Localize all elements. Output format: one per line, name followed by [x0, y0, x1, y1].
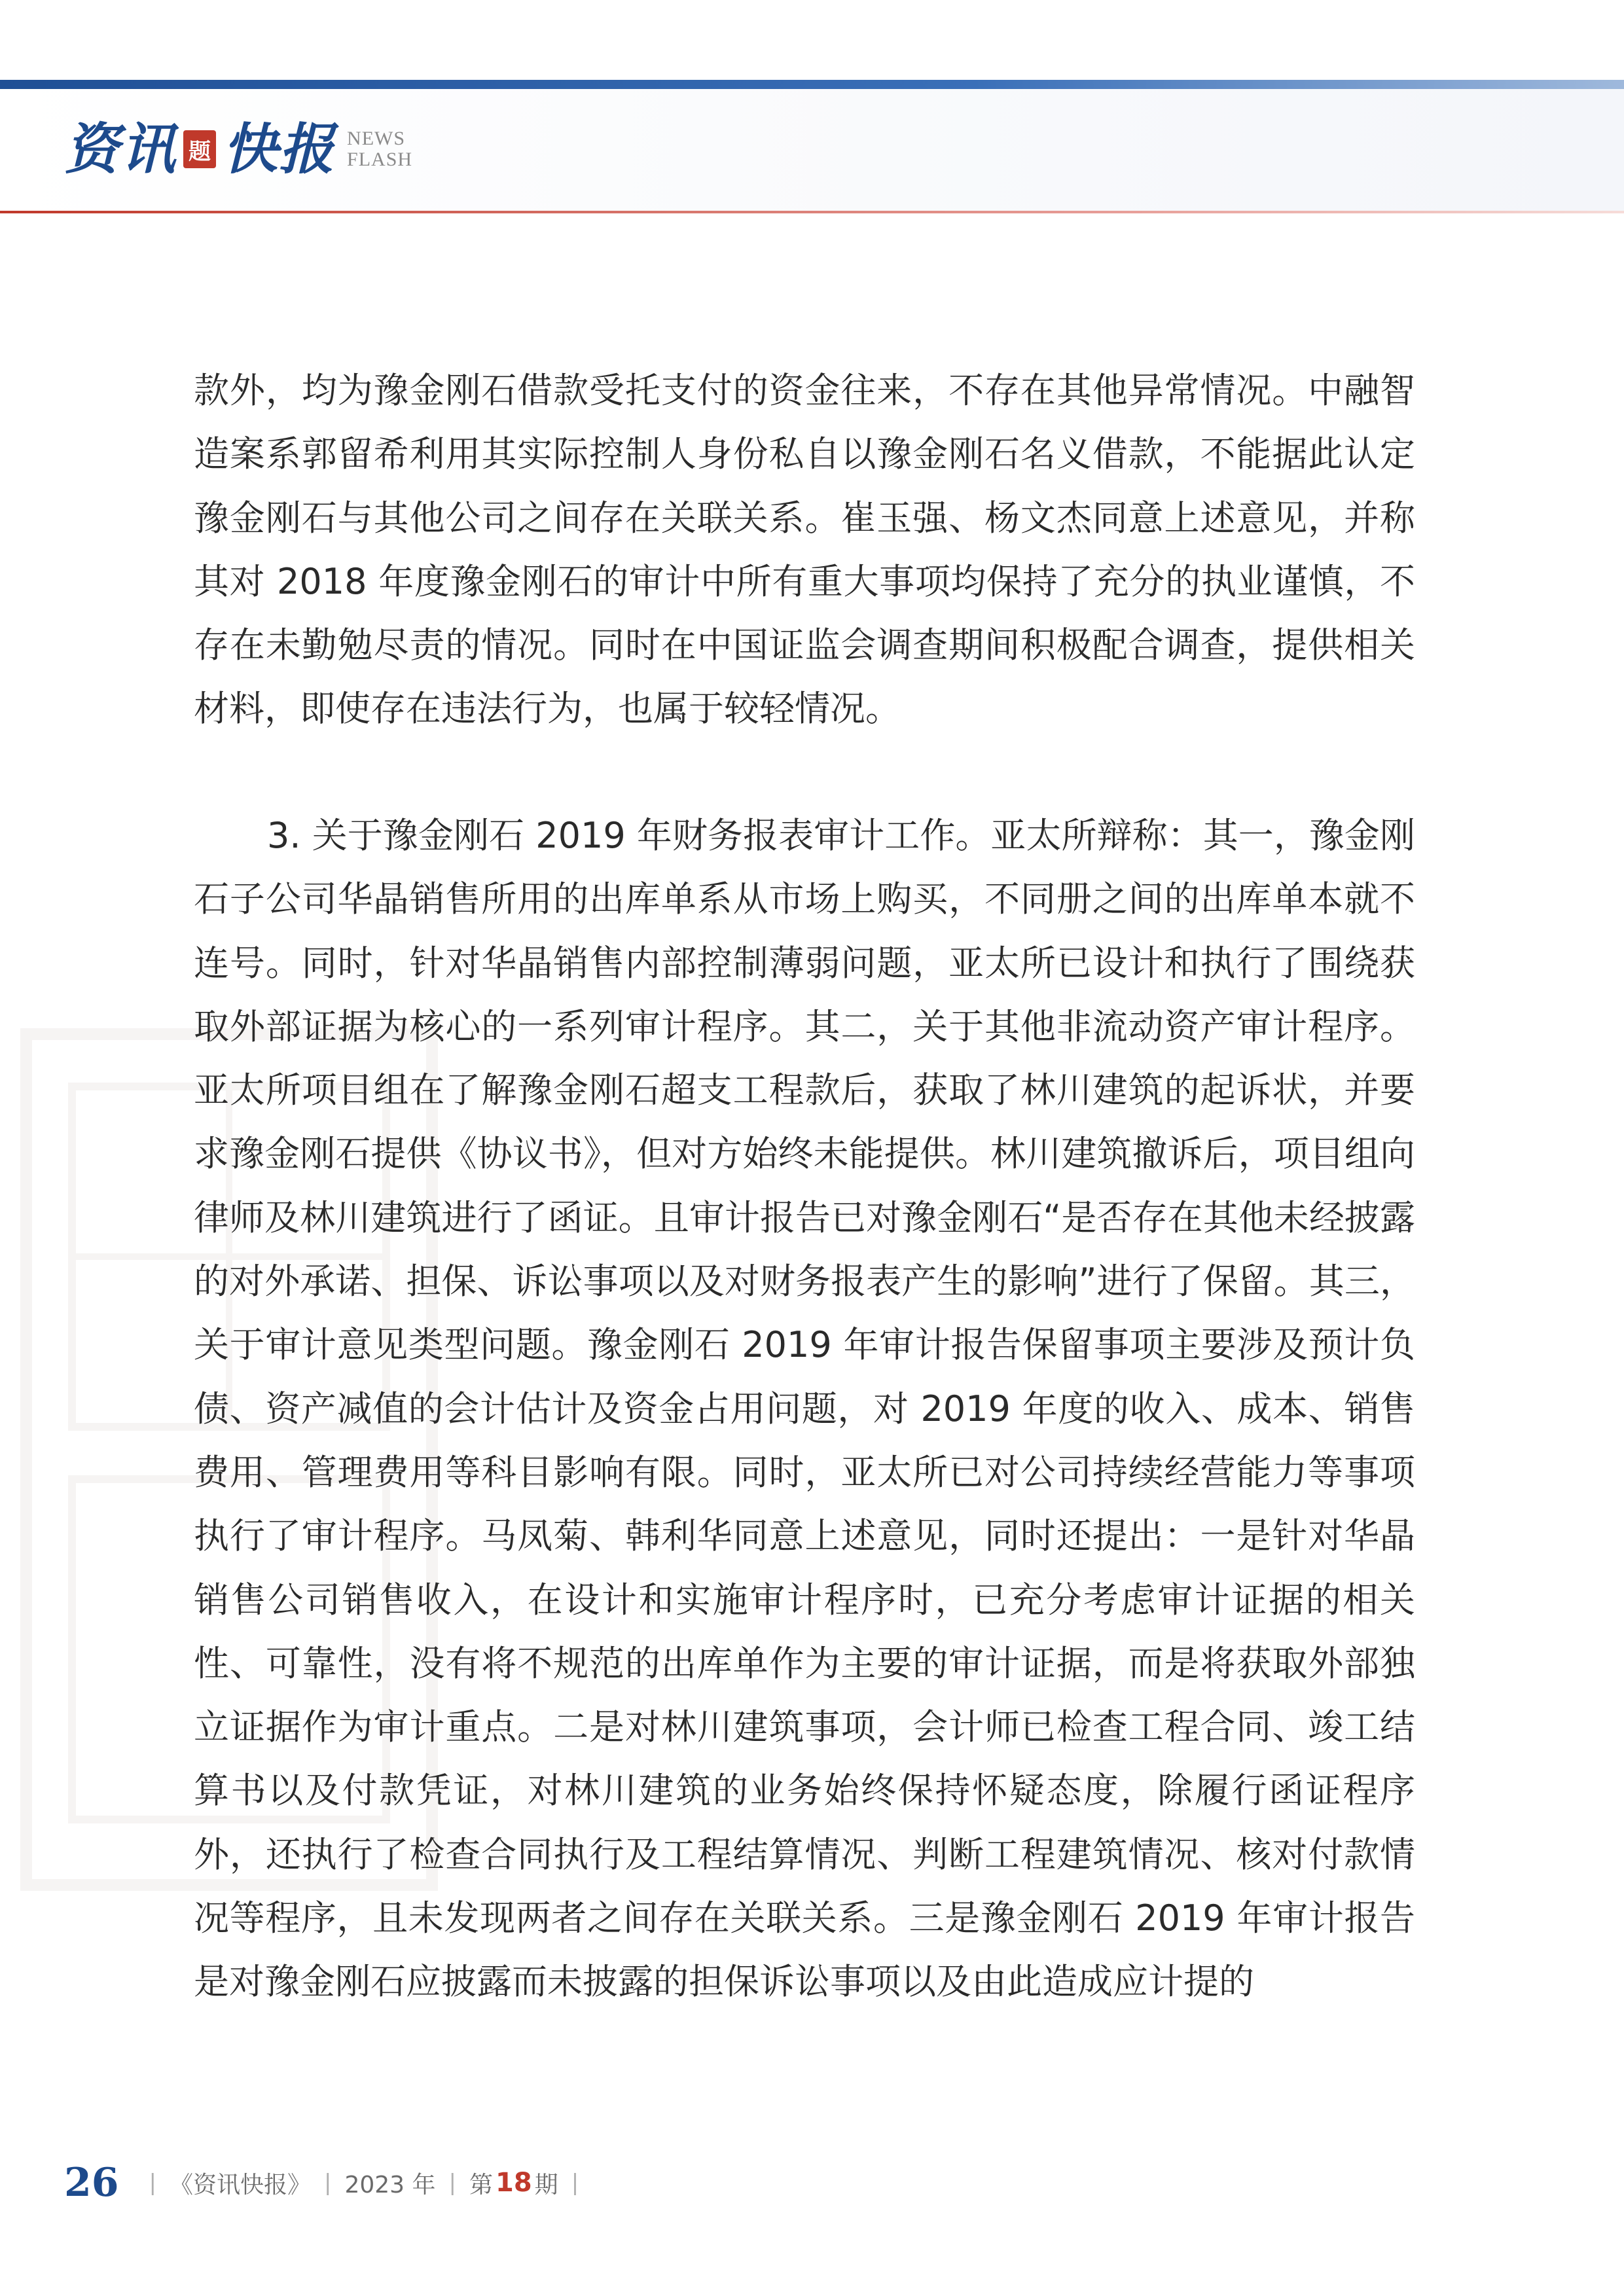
- masthead-title-left: 资讯: [64, 117, 177, 181]
- page-number: 26: [64, 2160, 119, 2206]
- footer-issue-number: 18: [496, 2168, 532, 2198]
- footer-publication: 《资讯快报》: [169, 2171, 311, 2198]
- masthead-seal-icon: 题: [183, 130, 216, 168]
- footer-separator: |: [149, 2170, 156, 2196]
- page-footer: [64, 2160, 592, 2206]
- masthead-title-right: 快报: [223, 117, 336, 181]
- footer-issue-suffix: 期: [534, 2171, 558, 2198]
- article-paragraph-2: 3. 关于豫金刚石 2019 年财务报表审计工作。亚太所辩称：其一，豫金刚石子公司华晶销售所用的出库单系从市场上购买，不同册之间的出库单本就不连号。同时，针对华晶销售内部控制薄弱问题，亚太所已设计和执行了围绕获取外部证据为核心的一系列审计程序。其二，关于其他非流动资产审计程序。亚太所项目组在了解豫金刚石超支工程款后，获取了林川建筑的起诉状，并要求豫金刚石提供《协议书》，但对方始终未能提供。林川建筑撤诉后，项目组向律师及林川建筑进行了函证。且审计报告已对豫金刚石“是否存在其他未经披露的对外承诺、担保、诉讼事项以及对财务报表产生的影响”进行了保留。其三，关于审计意见类型问题。豫金刚石 2019 年审计报告保留事项主要涉及预计负债、资产减值的会计估计及资金占用问题，对 2019 年度的收入、成本、销售费用、管理费用等科目影响有限。同时，亚太所已对公司持续经营能力等事项执行了审计程序。马凤菊、韩利华同意上述意见，同时还提出：一是针对华晶销售公司销售收入，在设计和实施审计程序时，已充分考虑审计证据的相关性、可靠性，没有将不规范的出库单作为主要的审计证据，而是将获取外部独立证据作为审计重点。二是对林川建筑事项，会计师已检查工程合同、竣工结算书以及付款凭证，对林川建筑的业务始终保持怀疑态度，除履行函证程序外，还执行了检查合同执行及工程结算情况、判断工程建筑情况、核对付款情况等程序，且未发现两者之间存在关联关系。三是豫金刚石 2019 年审计报告是对豫金刚石应披露而未披露的担保诉讼事项以及由此造成应计提的: [194, 815, 1415, 2003]
- footer-separator: |: [571, 2170, 579, 2196]
- footer-separator: |: [448, 2170, 456, 2196]
- subtitle-news: NEWS: [347, 128, 406, 149]
- masthead: [64, 117, 412, 182]
- header-top-bar: [0, 80, 1624, 89]
- header-divider: [0, 211, 1624, 213]
- subtitle-flash: FLASH: [347, 149, 413, 170]
- footer-separator: |: [323, 2170, 332, 2196]
- article-paragraph-1: 款外，均为豫金刚石借款受托支付的资金往来，不存在其他异常情况。中融智造案系郭留希利用其实际控制人身份私自以豫金刚石名义借款，不能据此认定豫金刚石与其他公司之间存在关联关系。崔玉强、杨文杰同意上述意见，并称其对 2018 年度豫金刚石的审计中所有重大事项均保持了充分的执业谨慎，不存在未勤勉尽责的情况。同时在中国证监会调查期间积极配合调查，提供相关材料，即使存在违法行为，也属于较轻情况。: [194, 370, 1415, 730]
- footer-issue-prefix: 第: [469, 2171, 493, 2198]
- footer-year: 2023 年: [344, 2171, 436, 2198]
- article-body: [194, 359, 1415, 2014]
- masthead-subtitle: [347, 128, 412, 170]
